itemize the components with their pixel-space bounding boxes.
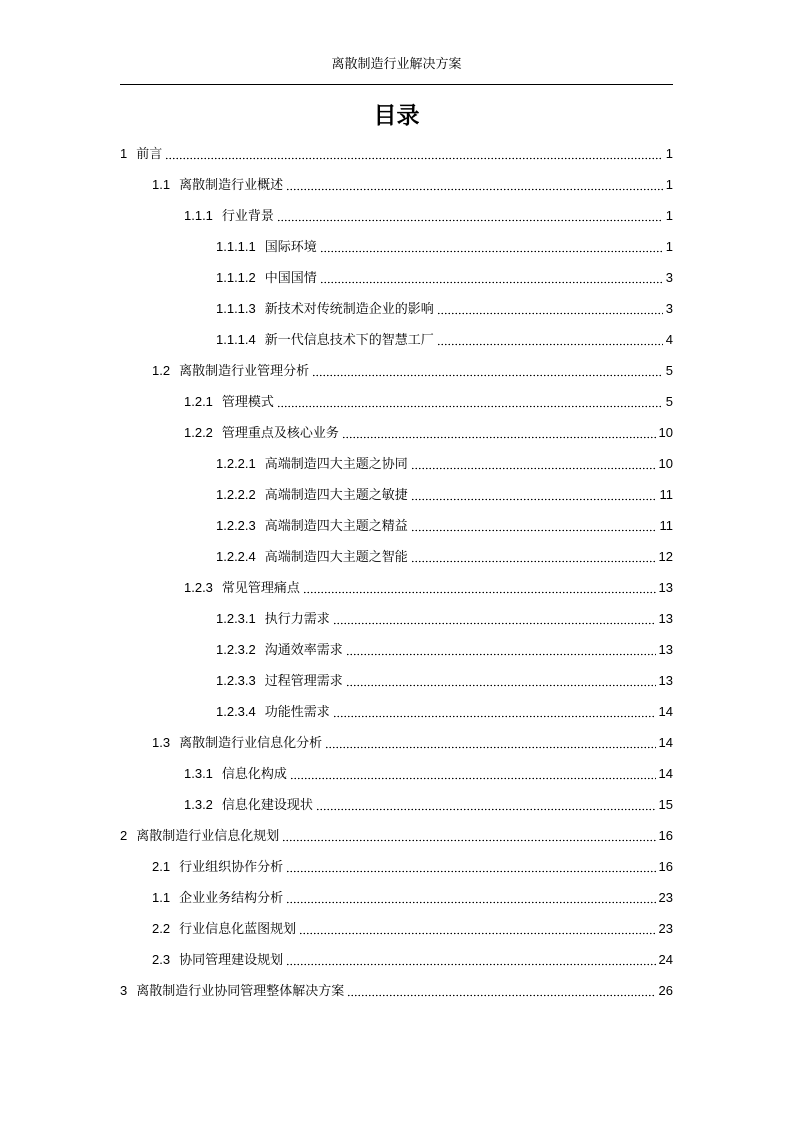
toc-entry[interactable] [184,764,673,785]
toc-entry-number: 1.3 [152,735,171,750]
toc-title: 目录 [373,103,420,129]
toc-dot-leader [312,374,663,377]
toc-entry[interactable] [152,175,673,196]
toc-entry[interactable] [184,206,673,227]
toc-entry-title: 离散制造行业管理分析 [179,364,310,379]
toc-entry-page-number: 11 [659,518,673,533]
toc-entry-number: 1.1.1 [184,208,213,223]
toc-entry-number: 1.2.2.3 [216,518,256,533]
toc-entry-number: 1.1 [152,890,171,905]
toc-entry-number: 1.2.3 [184,580,213,595]
toc-entry[interactable] [184,392,673,413]
toc-dot-leader [325,746,655,749]
toc-entry-number: 1.2.2.1 [216,456,256,471]
toc-entry[interactable] [152,361,673,382]
toc-entry-page-number: 14 [658,704,673,719]
toc-entry[interactable] [216,237,673,258]
toc-entry-page-number: 10 [658,456,673,471]
toc-entry-title: 管理重点及核心业务 [221,426,339,441]
toc-entry-number: 1.2.2 [184,425,213,440]
toc-dot-leader [277,219,663,222]
toc-entry-title: 行业背景 [221,209,274,224]
toc-entry-number: 2.1 [152,859,171,874]
toc-entry-number: 1.1.1.2 [216,270,256,285]
toc-entry-page-number: 16 [658,828,673,843]
toc-dot-leader [346,653,656,656]
toc-entry-number: 1.3.1 [184,766,213,781]
header-divider [120,84,673,85]
toc-entry-page-number: 14 [658,735,673,750]
toc-dot-leader [320,250,663,253]
toc-dot-leader [437,343,663,346]
toc-dot-leader [299,932,655,935]
toc-entry[interactable] [216,485,673,506]
toc-entry[interactable] [152,919,673,940]
toc-entry[interactable] [184,423,673,444]
toc-entry-page-number: 14 [658,766,673,781]
toc-entry-title: 新一代信息技术下的智慧工厂 [264,333,434,348]
toc-entry-title: 信息化建设现状 [221,798,313,813]
toc-entry-page-number: 23 [658,921,673,936]
toc-entry[interactable] [184,578,673,599]
toc-entry-title: 企业业务结构分析 [179,891,284,906]
toc-entry-number: 1.1.1.4 [216,332,256,347]
toc-entry-page-number: 13 [658,673,673,688]
toc-dot-leader [411,560,656,563]
toc-entry[interactable] [120,826,673,847]
toc-entry-title: 过程管理需求 [264,674,343,689]
toc-entry-title: 执行力需求 [264,612,330,627]
toc-entry-number: 3 [120,983,128,998]
toc-entry[interactable] [120,144,673,165]
toc-entry[interactable] [216,640,673,661]
toc-entry-title: 离散制造行业概述 [179,178,284,193]
toc-entry-title: 沟通效率需求 [264,643,343,658]
toc-entry-title: 离散制造行业信息化分析 [179,736,323,751]
toc-entry[interactable] [216,516,673,537]
toc-entry-number: 1.1 [152,177,171,192]
toc-entry-title: 高端制造四大主题之敏捷 [264,488,408,503]
toc-entry-page-number: 12 [658,549,673,564]
toc-dot-leader [333,715,656,718]
toc-dot-leader [286,901,655,904]
toc-entry-title: 前言 [136,147,163,162]
toc-entry-page-number: 24 [658,952,673,967]
toc-dot-leader [437,312,663,315]
toc-entry-number: 1.2.2.4 [216,549,256,564]
toc-entry[interactable] [152,857,673,878]
toc-entry-number: 1.3.2 [184,797,213,812]
toc-entry-title: 离散制造行业信息化规划 [136,829,280,844]
toc-entry-page-number: 13 [658,580,673,595]
toc-entry-title: 行业信息化蓝图规划 [179,922,297,937]
toc-entry-page-number: 3 [665,301,673,316]
toc-dot-leader [286,870,655,873]
toc-entry[interactable] [216,671,673,692]
toc-entry-number: 1.2.1 [184,394,213,409]
toc-entry[interactable] [216,609,673,630]
toc-entry-number: 1.2.3.4 [216,704,256,719]
toc-entry-page-number: 5 [665,363,673,378]
toc-entry-number: 1 [120,146,128,161]
toc-dot-leader [320,281,663,284]
toc-entry-title: 协同管理建设规划 [179,953,284,968]
toc-entry-title: 功能性需求 [264,705,330,720]
toc-entry[interactable] [216,299,673,320]
toc-entry-page-number: 5 [665,394,673,409]
toc-dot-leader [411,467,656,470]
toc-entry[interactable] [152,950,673,971]
toc-entry-number: 1.2.2.2 [216,487,256,502]
toc-entry-title: 新技术对传统制造企业的影响 [264,302,434,317]
toc-entry-number: 1.2.3.1 [216,611,256,626]
toc-dot-leader [282,839,655,842]
toc-dot-leader [165,157,663,160]
toc-entry-title: 高端制造四大主题之智能 [264,550,408,565]
toc-entry-page-number: 1 [665,146,673,161]
toc-dot-leader [346,684,656,687]
toc-entry-page-number: 23 [658,890,673,905]
toc-entry-number: 2 [120,828,128,843]
toc-entry-page-number: 16 [658,859,673,874]
toc-entry-title: 行业组织协作分析 [179,860,284,875]
toc-entry[interactable] [152,888,673,909]
toc-entry-page-number: 1 [665,239,673,254]
toc-entry-title: 离散制造行业协同管理整体解决方案 [136,984,345,999]
toc-entry-title: 信息化构成 [221,767,287,782]
toc-entry-number: 1.1.1.1 [216,239,256,254]
toc-dot-leader [411,529,657,532]
toc-entry-title: 中国国情 [264,271,317,286]
toc-dot-leader [286,188,663,191]
page-header: 离散制造行业解决方案 [331,57,462,72]
toc-entry[interactable] [216,268,673,289]
toc-entry[interactable] [152,733,673,754]
toc-entry-page-number: 13 [658,642,673,657]
toc-entry[interactable] [120,981,673,1002]
toc-entry-title: 常见管理痛点 [221,581,300,596]
toc-dot-leader [286,963,655,966]
toc-entry-number: 1.2.3.2 [216,642,256,657]
toc-dot-leader [411,498,657,501]
toc-entry-number: 2.3 [152,952,171,967]
toc-entry-page-number: 1 [665,177,673,192]
toc-entry-title: 高端制造四大主题之协同 [264,457,408,472]
toc-dot-leader [342,436,656,439]
toc-entry-page-number: 11 [659,487,673,502]
toc-entry-title: 高端制造四大主题之精益 [264,519,408,534]
toc-entry-page-number: 1 [665,208,673,223]
toc-entry-number: 1.2 [152,363,171,378]
toc-entry[interactable] [216,702,673,723]
toc-dot-leader [333,622,656,625]
toc-entry-page-number: 3 [665,270,673,285]
toc-entry[interactable] [216,330,673,351]
toc-dot-leader [303,591,656,594]
toc-entry-number: 1.2.3.3 [216,673,256,688]
toc-dot-leader [316,808,656,811]
toc-entry[interactable] [216,454,673,475]
toc-entry-number: 2.2 [152,921,171,936]
toc-dot-leader [277,405,663,408]
toc-entry[interactable] [216,547,673,568]
toc-entry[interactable] [184,795,673,816]
toc-entry-page-number: 15 [658,797,673,812]
toc-entry-page-number: 13 [658,611,673,626]
toc-entry-title: 管理模式 [221,395,274,410]
toc-entry-title: 国际环境 [264,240,317,255]
toc-dot-leader [290,777,656,780]
toc-entry-page-number: 4 [665,332,673,347]
toc-entry-number: 1.1.1.3 [216,301,256,316]
toc-entry-page-number: 10 [658,425,673,440]
toc-entry-page-number: 26 [658,983,673,998]
toc-dot-leader [347,994,655,997]
